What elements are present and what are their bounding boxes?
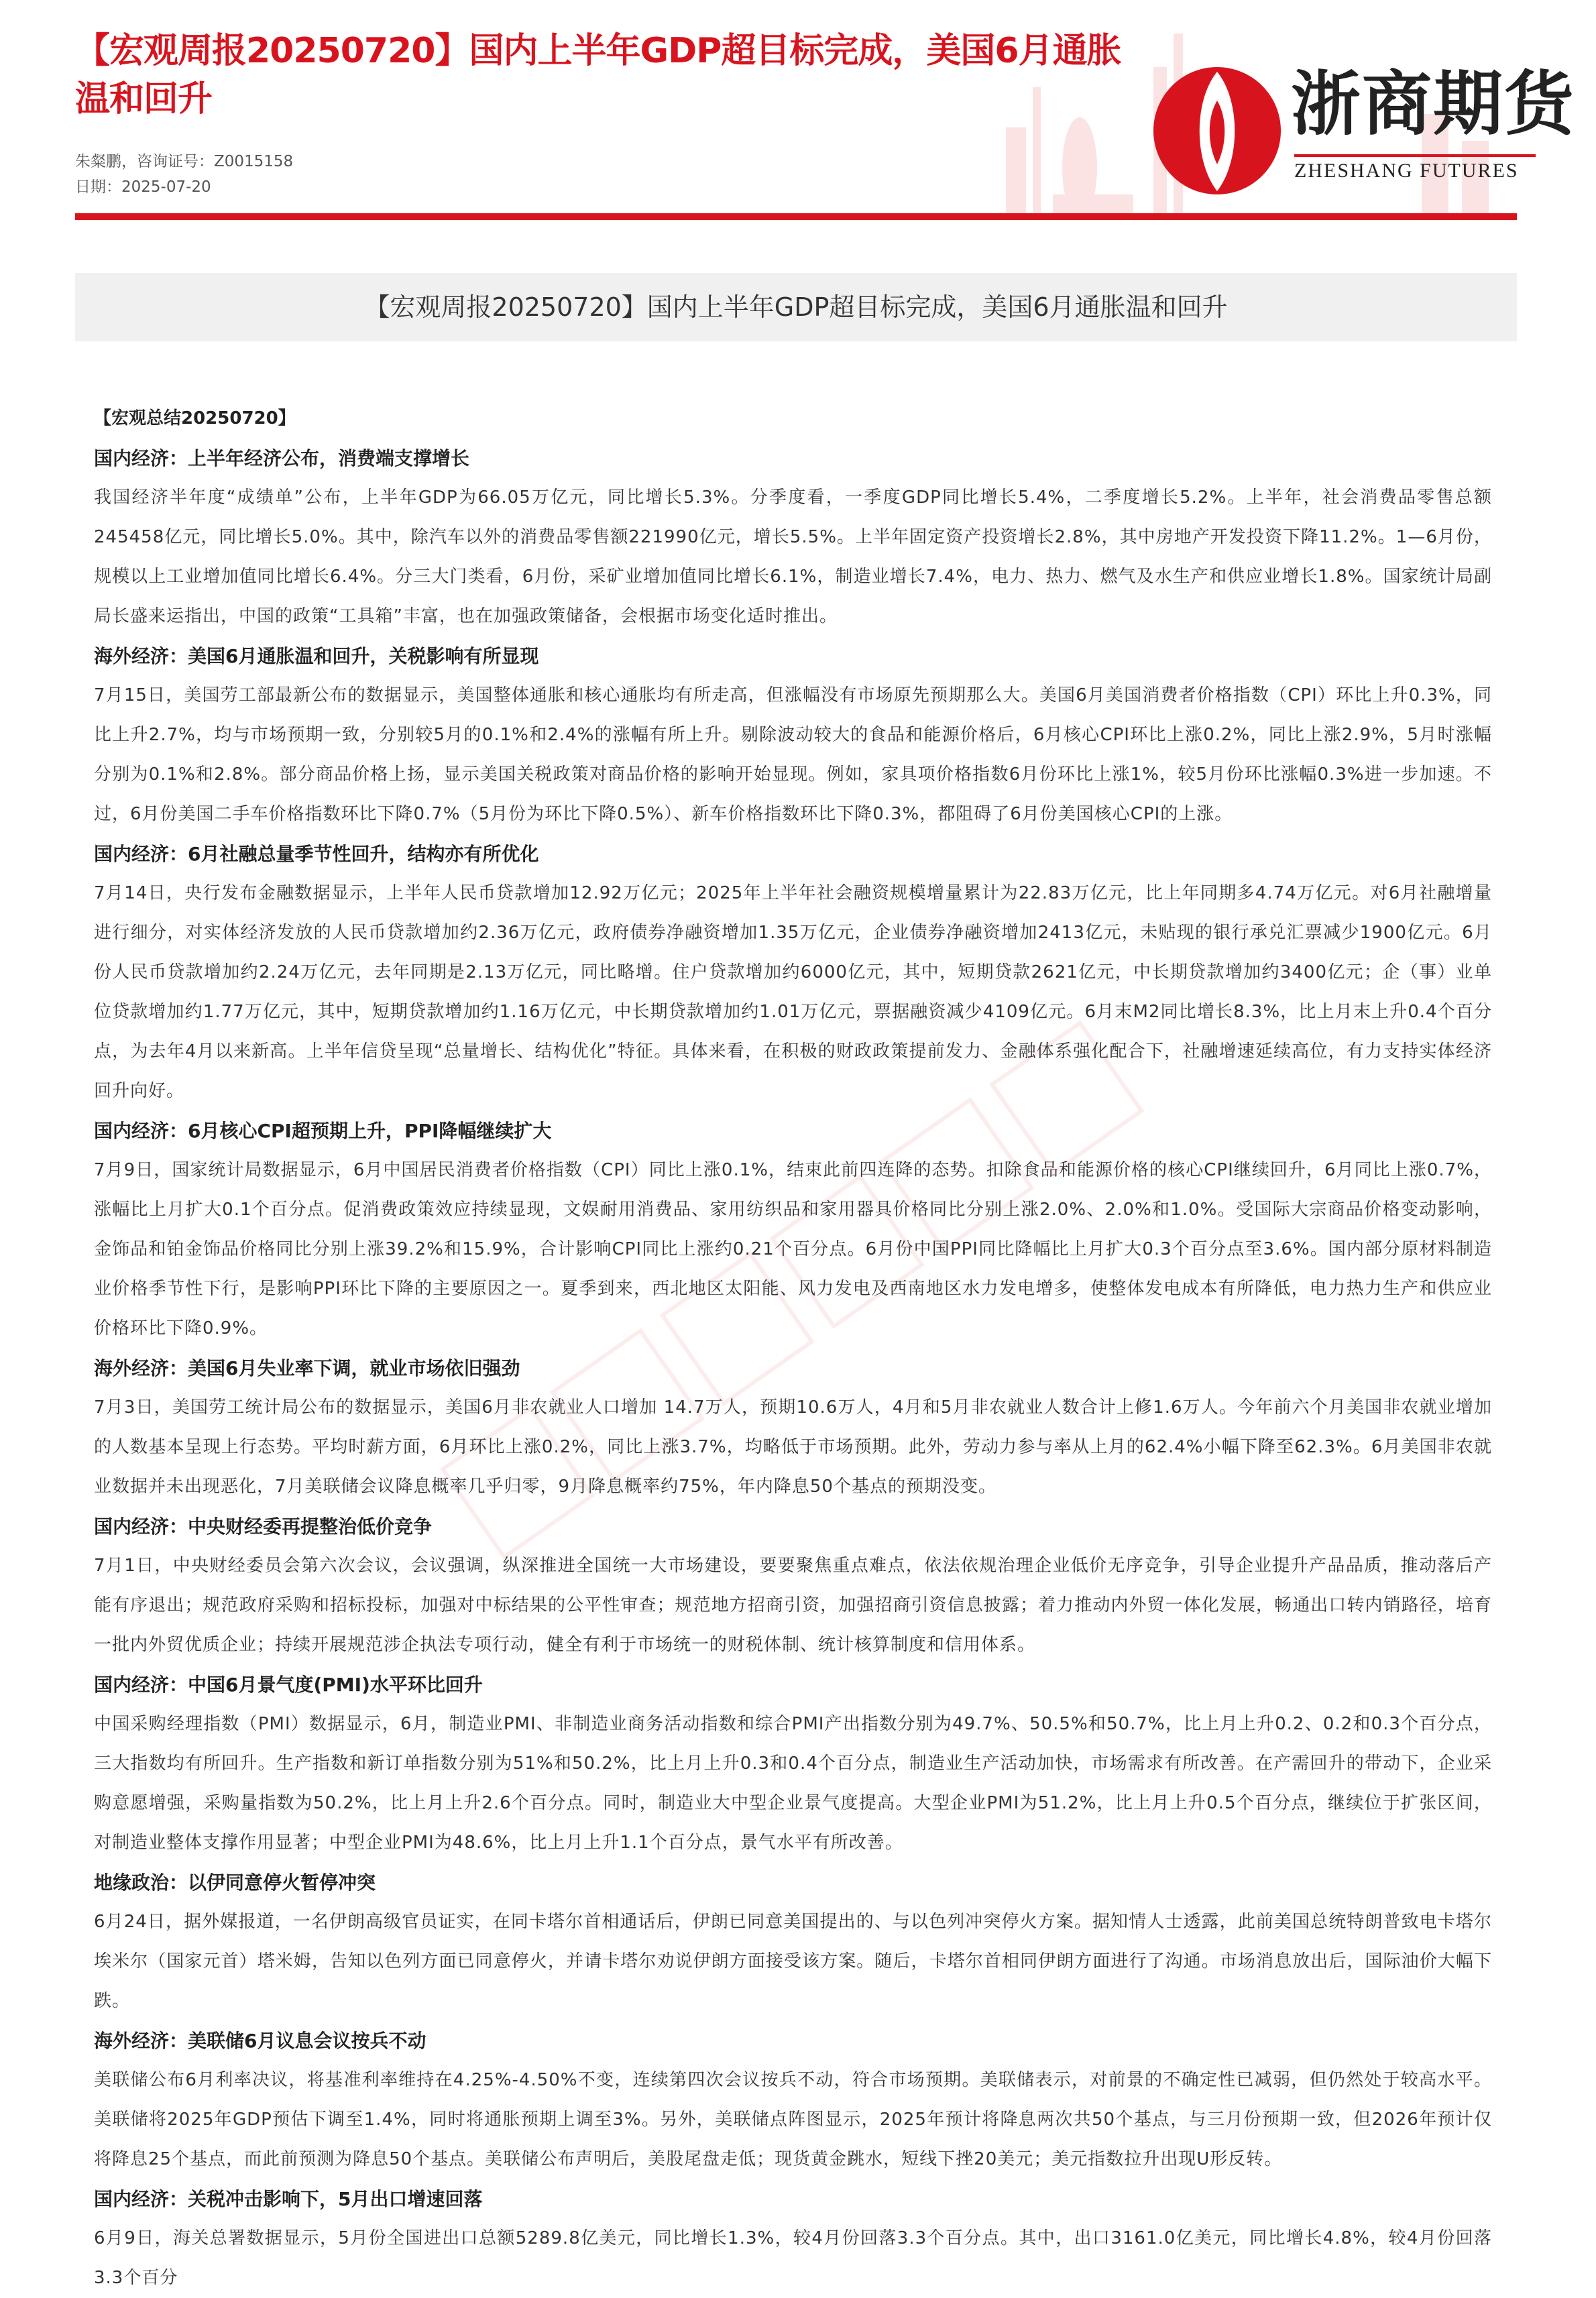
report-title: 【宏观周报20250720】国内上半年GDP超目标完成，美国6月通胀温和回升 [75,31,1121,119]
section-heading: 国内经济：中国6月景气度(PMI)水平环比回升 [94,1674,483,1696]
section-heading: 国内经济：关税冲击影响下，5月出口增速回落 [94,2188,483,2210]
report-section [94,2179,1492,2298]
section-body: 中国采购经理指数（PMI）数据显示，6月，制造业PMI、非制造业商务活动指数和综合PMI产出指数分别为49.7%、50.5%和50.7%，比上月上升0.2、0.2和0.3个百分点，三大指数均有所回升。生产指数和新订单指数分别为51%和50.2%，比上月上升0.3和0.4个百分点，制造业生产活动加快，市场需求有所改善。在产需回升的带动下，企业采购意愿增强，采购量指数为50.2%，比上月上升2.6个百分点。同时，制造业大中型企业景气度提高。大型企业PMI为51.2%，比上月上升0.5个百分点，继续位于扩张区间，对制造业整体支撑作用显著；中型企业PMI为48.6%，比上月上升1.1个百分点，景气水平有所改善。 [94,1714,1492,1853]
section-heading: 国内经济：6月核心CPI超预期上升，PPI降幅继续扩大 [94,1120,552,1142]
section-heading: 国内经济：上半年经济公布，消费端支撑增长 [94,447,470,469]
date-line: 日期：2025-07-20 [75,178,211,196]
section-heading: 海外经济：美联储6月议息会议按兵不动 [94,2030,426,2052]
report-section [94,1111,1492,1348]
section-heading: 国内经济：中央财经委再提整治低价竞争 [94,1515,433,1538]
author-line: 朱粲鹏，咨询证号：Z0015158 [75,153,294,170]
section-heading: 海外经济：美国6月失业率下调，就业市场依旧强劲 [94,1357,520,1379]
report-section [94,1863,1492,2021]
section-heading: 地缘政治：以伊同意停火暂停冲突 [94,1872,376,1894]
report-section [94,1348,1492,1507]
report-section [94,1665,1492,1863]
section-body: 6月24日，据外媒报道，一名伊朗高级官员证实，在同卡塔尔首相通话后，伊朗已同意美国提出的、与以色列冲突停火方案。据知情人士透露，此前美国总统特朗普致电卡塔尔埃米尔（国家元首）塔米姆，告知以色列方面已同意停火，并请卡塔尔劝说伊朗方面接受该方案。随后，卡塔尔首相同伊朗方面进行了沟通。市场消息放出后，国际油价大幅下跌。 [94,1912,1492,2011]
logo-divider [1294,154,1536,157]
section-body: 6月9日，海关总署数据显示，5月份全国进出口总额5289.8亿美元，同比增长1.3%，较4月份回落3.3个百分点。其中，出口3161.0亿美元，同比增长4.8%，较4月份回落3.3个百分 [94,2228,1492,2288]
company-logo [1153,63,1576,198]
section-body: 7月15日，美国劳工部最新公布的数据显示，美国整体通胀和核心通胀均有所走高，但涨幅没有市场原先预期那么大。美国6月美国消费者价格指数（CPI）环比上升0.3%，同比上升2.7%，均与市场预期一致，分别较5月的0.1%和2.4%的涨幅有所上升。剔除波动较大的食品和能源价格后，6月核心CPI环比上涨0.2%，同比上涨2.9%，5月时涨幅分别为0.1%和2.8%。部分商品价格上扬，显示美国关税政策对商品价格的影响开始显现。例如，家具项价格指数6月份环比上涨1%，较5月份环比涨幅0.3%进一步加速。不过，6月份美国二手车价格指数环比下降0.7%（5月份为环比下降0.5%）、新车价格指数环比下降0.3%，都阻碍了6月份美国核心CPI的上涨。 [94,685,1492,824]
report-section [94,636,1492,834]
section-body: 7月3日，美国劳工统计局公布的数据显示，美国6月非农就业人口增加 14.7万人，预期10.6万人，4月和5月非农就业人数合计上修1.6万人。今年前六个月美国非农就业增加的人数基本呈现上行态势。平均时薪方面，6月环比上涨0.2%，同比上涨3.7%，均略低于市场预期。此外，劳动力参与率从上月的62.4%小幅下降至62.3%。6月美国非农就业数据并未出现恶化，7月美联储会议降息概率几乎归零，9月降息概率约75%，年内降息50个基点的预期没变。 [94,1397,1492,1497]
section-body: 7月9日，国家统计局数据显示，6月中国居民消费者价格指数（CPI）同比上涨0.1%，结束此前四连降的态势。扣除食品和能源价格的核心CPI继续回升，6月同比上涨0.7%，涨幅比上月扩大0.1个百分点。促消费政策效应持续显现，文娱耐用消费品、家用纺织品和家用器具价格同比分别上涨2.0%、2.0%和1.0%。受国际大宗商品价格变动影响，金饰品和铂金饰品价格同比分别上涨39.2%和15.9%，合计影响CPI同比上涨约0.21个百分点。6月份中国PPI同比降幅比上月扩大0.3个百分点至3.6%。国内部分原材料制造业价格季节性下行，是影响PPI环比下降的主要原因之一。夏季到来，西北地区太阳能、风力发电及西南地区水力发电增多，使整体发电成本有所降低，电力热力生产和供应业价格环比下降0.9%。 [94,1160,1492,1338]
section-body: 7月14日，央行发布金融数据显示，上半年人民币贷款增加12.92万亿元；2025年上半年社会融资规模增量累计为22.83万亿元，比上年同期多4.74万亿元。对6月社融增量进行细分，对实体经济发放的人民币贷款增加约2.36万亿元，政府债券净融资增加1.35万亿元，企业债券净融资增加2413亿元，未贴现的银行承兑汇票减少1900亿元。6月份人民币贷款增加约2.24万亿元，去年同期是2.13万亿元，同比略增。住户贷款增加约6000亿元，其中，短期贷款2621亿元，中长期贷款增加约3400亿元；企（事）业单位贷款增加约1.77万亿元，其中，短期贷款增加约1.16万亿元，中长期贷款增加约1.01万亿元，票据融资减少4109亿元。6月末M2同比增长8.3%，比上月末上升0.4个百分点，为去年4月以来新高。上半年信贷呈现“总量增长、结构优化”特征。具体来看，在积极的财政政策提前发力、金融体系强化配合下，社融增速延续高位，有力支持实体经济回升向好。 [94,883,1492,1101]
logo-text-cn: 浙商期货 [1291,63,1576,145]
report-section [94,1507,1492,1665]
report-header [75,27,1148,200]
section-heading: 海外经济：美国6月通胀温和回升，关税影响有所显现 [94,645,539,667]
section-body: 我国经济半年度“成绩单”公布，上半年GDP为66.05万亿元，同比增长5.3%。分季度看，一季度GDP同比增长5.4%，二季度增长5.2%。上半年，社会消费品零售总额245458亿元，同比增长5.0%。其中，除汽车以外的消费品零售额221990亿元，增长5.5%。上半年固定资产投资增长2.8%，其中房地产开发投资下降11.2%。1—6月份，规模以上工业增加值同比增长6.4%。分三大门类看，6月份，采矿业增加值同比增长6.1%，制造业增长7.4%，电力、热力、燃气及水生产和供应业增长1.8%。国家统计局副局长盛来运指出，中国的政策“工具箱”丰富，也在加强政策储备，会根据市场变化适时推出。 [94,487,1492,626]
header-rule [75,213,1517,220]
logo-emblem-icon [1153,64,1288,198]
report-section [94,439,1492,636]
section-body: 7月1日，中央财经委员会第六次会议，会议强调，纵深推进全国统一大市场建设，要要聚焦重点难点，依法依规治理企业低价无序竞争，引导企业提升产品品质，推动落后产能有序退出；规范政府采购和招标投标，加强对中标结果的公平性审查；规范地方招商引资，加强招商引资信息披露；着力推动内外贸一体化发展，畅通出口转内销路径，培育一批内外贸优质企业；持续开展规范涉企执法专项行动，健全有利于市场统一的财税体制、统计核算制度和信用体系。 [94,1556,1492,1655]
report-section [94,834,1492,1111]
report-section [94,2021,1492,2179]
section-heading: 国内经济：6月社融总量季节性回升，结构亦有所优化 [94,843,539,865]
logo-text-en: ZHESHANG FUTURES [1294,160,1519,182]
summary-label: 【宏观总结20250720】 [94,408,296,428]
report-content [94,399,1492,2298]
section-body: 美联储公布6月利率决议，将基准利率维持在4.25%-4.50%不变，连续第四次会议按兵不动，符合市场预期。美联储表示，对前景的不确定性已减弱，但仍然处于较高水平。美联储将2025年GDP预估下调至1.4%，同时将通胀预期上调至3%。另外，美联储点阵图显示，2025年预计将降息两次共50个基点，与三月份预期一致，但2026年预计仅将降息25个基点，而此前预测为降息50个基点。美联储公布声明后，美股尾盘走低；现货黄金跳水，短线下挫20美元；美元指数拉升出现U形反转。 [94,2070,1492,2169]
report-banner: 【宏观周报20250720】国内上半年GDP超目标完成，美国6月通胀温和回升 [75,273,1517,341]
